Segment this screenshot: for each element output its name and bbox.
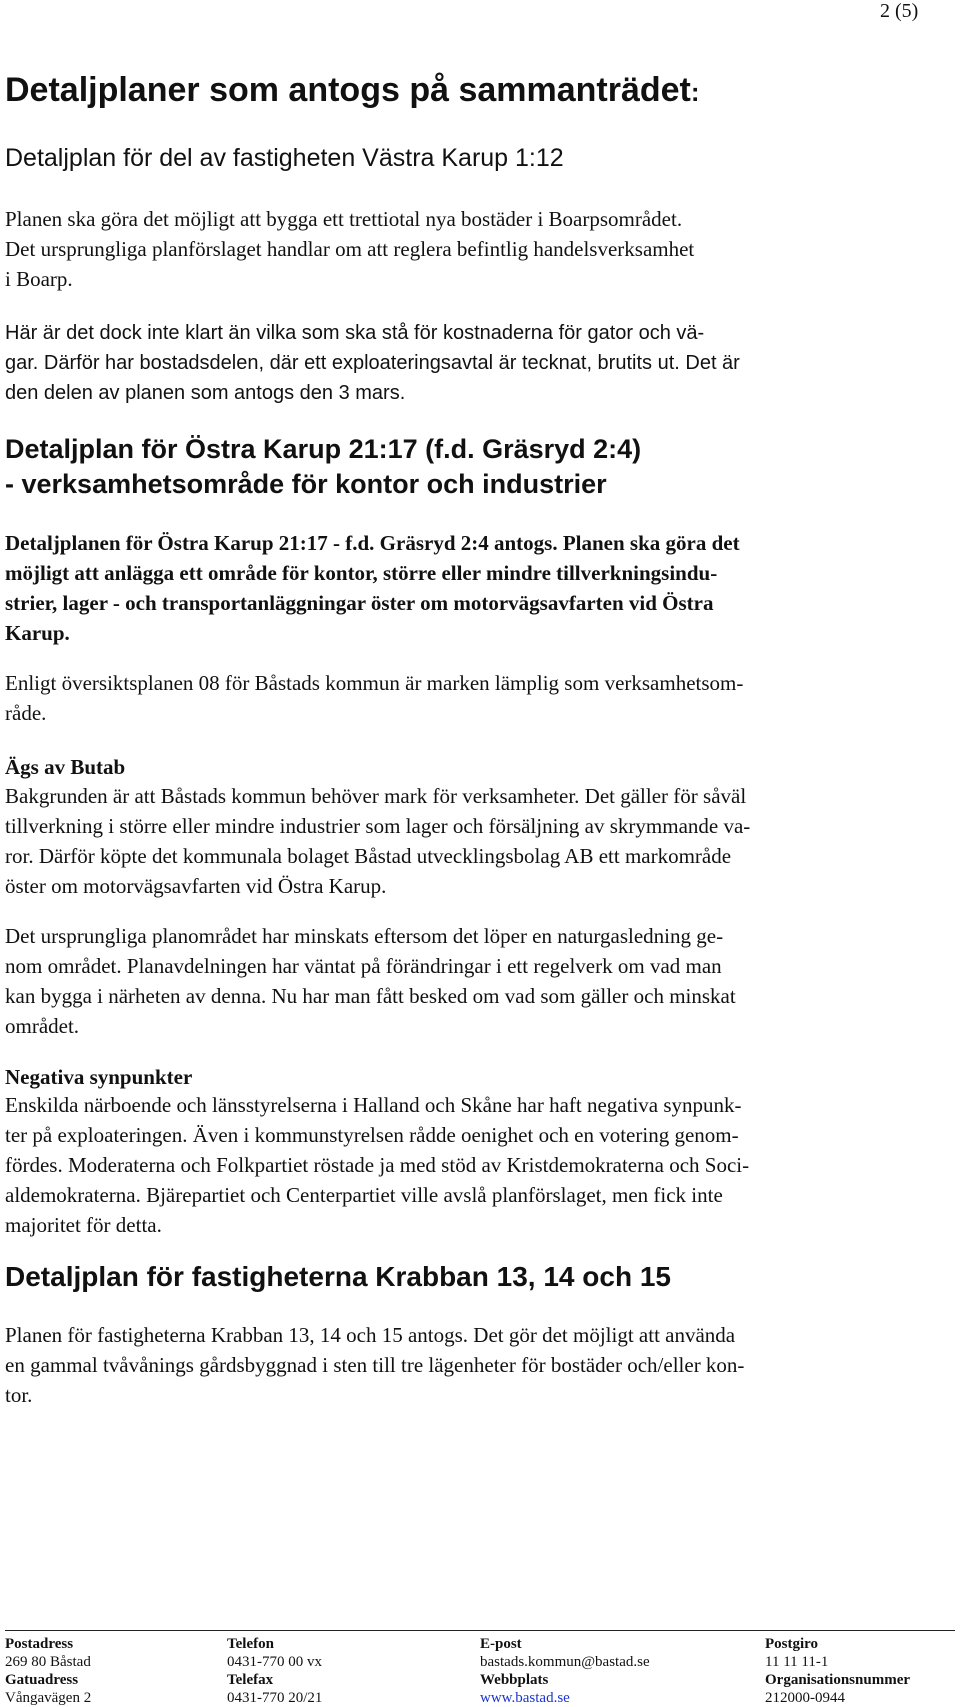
page-number: 2 (5) bbox=[880, 0, 919, 22]
text-line: möjligt att anlägga ett område för kontor, större eller mindre tillverkningsindu- bbox=[5, 561, 718, 585]
footer-website-link[interactable]: www.bastad.se bbox=[480, 1690, 570, 1706]
text-line: Karup. bbox=[5, 621, 70, 645]
footer-label-telefon: Telefon bbox=[227, 1636, 274, 1652]
text-line: området. bbox=[5, 1014, 80, 1038]
text-line: strier, lager - och transportanläggningar öster om motorvägsavfarten vid Östra bbox=[5, 591, 714, 615]
footer-label-telefax: Telefax bbox=[227, 1672, 274, 1688]
section-title-krabban: Detaljplan för fastigheterna Krabban 13, 14 och 15 bbox=[5, 1261, 671, 1292]
section-title-ostra-karup bbox=[5, 432, 955, 502]
page-title-colon: : bbox=[690, 77, 700, 107]
text-line: Planen ska göra det möjligt att bygga ett trettiotal nya bostäder i Boarpsområdet. bbox=[5, 207, 683, 231]
text-line: en gammal tvåvånings gårdsbyggnad i sten till tre lägenheter för bostäder och/eller kon- bbox=[5, 1353, 745, 1377]
footer-epost: bastads.kommun@bastad.se bbox=[480, 1654, 650, 1670]
text-line: aldemokraterna. Bjärepartiet och Centerpartiet ville avslå planförslaget, men fick inte bbox=[5, 1183, 723, 1207]
paragraph-vastra-karup-intro bbox=[5, 204, 945, 294]
footer-contact-grid bbox=[5, 1635, 955, 1707]
text-line: Enskilda närboende och länsstyrelserna i Halland och Skåne har haft negativa synpunk- bbox=[5, 1093, 742, 1117]
footer-orgnr: 212000-0944 bbox=[765, 1690, 845, 1706]
section-title-line: - verksamhetsområde för kontor och industrier bbox=[5, 469, 607, 499]
paragraph-vastra-karup-costs bbox=[5, 318, 945, 408]
footer-label-gatuadress: Gatuadress bbox=[5, 1672, 79, 1688]
text-line: kan bygga i närheten av denna. Nu har man fått besked om vad som gäller och minskat bbox=[5, 984, 736, 1008]
footer-postadress: 269 80 Båstad bbox=[5, 1654, 91, 1670]
text-line: Detaljplanen för Östra Karup 21:17 - f.d. Gräsryd 2:4 antogs. Planen ska göra det bbox=[5, 531, 740, 555]
footer-telefax: 0431-770 20/21 bbox=[227, 1690, 323, 1706]
text-line: öster om motorvägsavfarten vid Östra Karup. bbox=[5, 874, 387, 898]
text-line: Enligt översiktsplanen 08 för Båstads kommun är marken lämplig som verksamhetsom- bbox=[5, 671, 744, 695]
page-title bbox=[5, 70, 955, 112]
text-line: Här är det dock inte klart än vilka som ska stå för kostnaderna för gator och vä- bbox=[5, 322, 705, 344]
paragraph-butab bbox=[5, 781, 945, 901]
text-line: Bakgrunden är att Båstads kommun behöver mark för verksamheter. Det gäller för såväl bbox=[5, 784, 747, 808]
section-title-line: Detaljplan för Östra Karup 21:17 (f.d. Gräsryd 2:4) bbox=[5, 434, 642, 464]
text-line: ter på exploateringen. Även i kommunstyrelsen rådde oenighet och en votering genom- bbox=[5, 1123, 739, 1147]
text-line: nom området. Planavdelningen har väntat på förändringar i ett regelverk om vad man bbox=[5, 954, 722, 978]
footer-label-epost: E-post bbox=[480, 1636, 522, 1652]
paragraph-ostra-karup-lead bbox=[5, 528, 945, 648]
paragraph-krabban bbox=[5, 1320, 945, 1410]
paragraph-negativa-synpunkter bbox=[5, 1090, 945, 1240]
page-footer bbox=[5, 1630, 955, 1707]
text-line: tillverkning i större eller mindre industrier som lager och försäljning av skrymmande va- bbox=[5, 814, 751, 838]
text-line: ror. Därför köpte det kommunala bolaget Båstad utvecklingsbolag AB ett markområde bbox=[5, 844, 732, 868]
footer-label-postadress: Postadress bbox=[5, 1636, 74, 1652]
paragraph-oversiktsplan bbox=[5, 668, 945, 728]
footer-label-orgnr: Organisationsnummer bbox=[765, 1672, 911, 1688]
footer-postgiro: 11 11 11-1 bbox=[765, 1654, 829, 1670]
text-line: Det ursprungliga planområdet har minskats eftersom det löper en naturgasledning ge- bbox=[5, 924, 724, 948]
subheading-ags-av-butab: Ägs av Butab bbox=[5, 755, 126, 779]
paragraph-planomrade bbox=[5, 921, 945, 1041]
text-line: fördes. Moderaterna och Folkpartiet röstade ja med stöd av Kristdemokraterna och Soci- bbox=[5, 1153, 750, 1177]
text-line: Planen för fastigheterna Krabban 13, 14 och 15 antogs. Det gör det möjligt att använda bbox=[5, 1323, 736, 1347]
text-line: den delen av planen som antogs den 3 mars. bbox=[5, 382, 406, 404]
text-line: tor. bbox=[5, 1383, 33, 1407]
footer-telefon: 0431-770 00 vx bbox=[227, 1654, 322, 1670]
text-line: råde. bbox=[5, 701, 47, 725]
footer-label-webbplats: Webbplats bbox=[480, 1672, 549, 1688]
subheading-negativa-synpunkter: Negativa synpunkter bbox=[5, 1065, 193, 1089]
section-title-vastra-karup: Detaljplan för del av fastigheten Västra Karup 1:12 bbox=[5, 144, 564, 172]
footer-label-postgiro: Postgiro bbox=[765, 1636, 819, 1652]
text-line: i Boarp. bbox=[5, 267, 73, 291]
footer-gatuadress: Vångavägen 2 bbox=[5, 1690, 92, 1706]
text-line: Det ursprungliga planförslaget handlar om att reglera befintlig handelsverksamhet bbox=[5, 237, 695, 261]
text-line: majoritet för detta. bbox=[5, 1213, 162, 1237]
text-line: gar. Därför har bostadsdelen, där ett exploateringsavtal är tecknat, brutits ut. Det är bbox=[5, 352, 740, 374]
page-title-text: Detaljplaner som antogs på sammanträdet bbox=[5, 71, 691, 109]
